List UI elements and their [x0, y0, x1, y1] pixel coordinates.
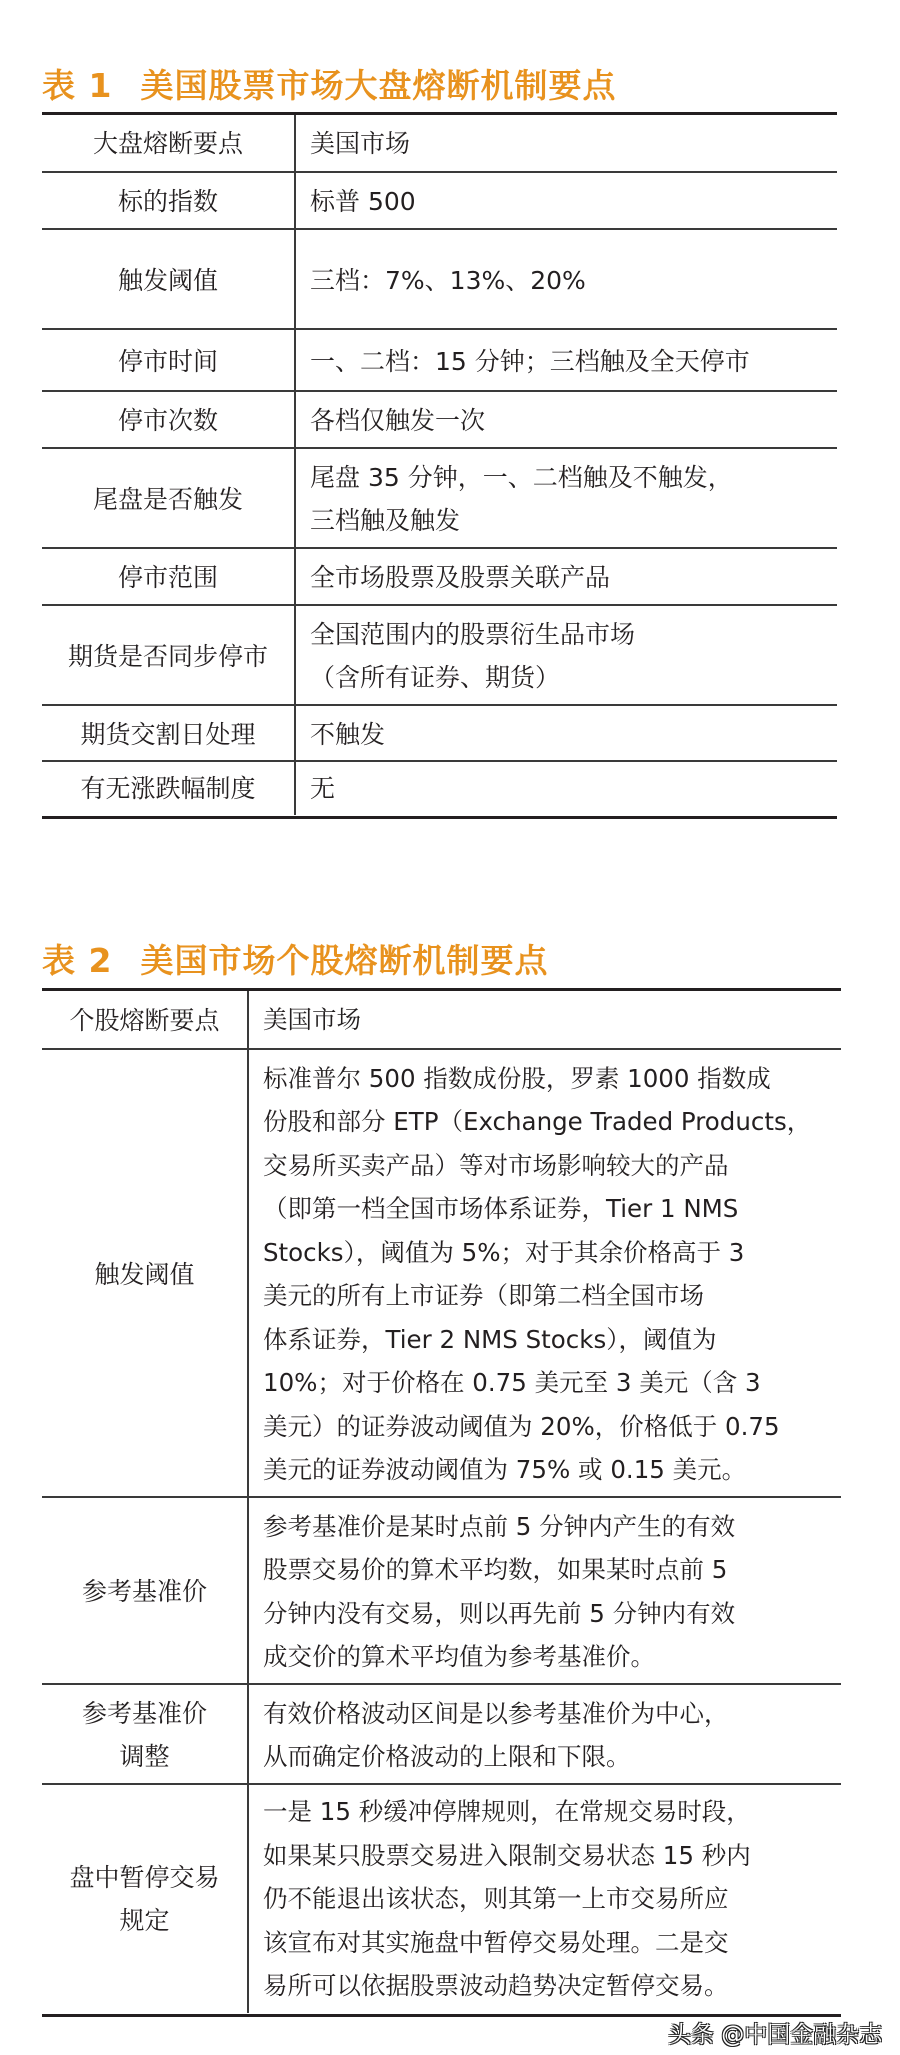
- value-line: 10%；对于价格在 0.75 美元至 3 美元（含 3: [263, 1368, 761, 1397]
- value-line: 不触发: [310, 719, 386, 749]
- row-value: [249, 1498, 841, 1685]
- row-label: [42, 230, 296, 330]
- value-line: 如果某只股票交易进入限制交易状态 15 秒内: [263, 1840, 751, 1870]
- value-line: 标准普尔 500 指数成份股，罗素 1000 指数成: [263, 1063, 771, 1093]
- table-row: [42, 704, 837, 762]
- table-row: [42, 760, 837, 815]
- value-line: 无: [310, 774, 336, 803]
- table-row: [42, 447, 837, 549]
- table1-title-number: 表 1: [42, 66, 113, 105]
- watermark: 头条 @中国金融杂志: [668, 2022, 883, 2048]
- row-value: [296, 392, 837, 449]
- label-line: 期货交割日处理: [80, 719, 256, 749]
- row-value: [249, 991, 841, 1049]
- row-label: [42, 1685, 249, 1785]
- table-row: [42, 390, 837, 449]
- label-line: 调整: [119, 1742, 170, 1771]
- value-line: 体系证券，Tier 2 NMS Stocks），阈值为: [263, 1324, 717, 1354]
- row-value: [249, 1050, 841, 1498]
- table-row: [42, 1496, 841, 1685]
- value-line: （含所有证券、期货）: [310, 663, 561, 692]
- value-line: 全市场股票及股票关联产品: [310, 563, 611, 592]
- row-label: [42, 762, 296, 815]
- value-line: 一是 15 秒缓冲停牌规则，在常规交易时段，: [263, 1797, 751, 1827]
- label-line: 触发阈值: [117, 265, 218, 295]
- row-label: [42, 449, 296, 549]
- label-line: 参考基准价: [81, 1699, 207, 1728]
- table1-title: [42, 60, 616, 107]
- label-line: 个股熔断要点: [69, 1005, 220, 1035]
- label-line: 大盘熔断要点: [92, 129, 243, 158]
- table1-title-text: 美国股票市场大盘熔断机制要点: [140, 66, 617, 105]
- table-row: [42, 547, 837, 606]
- table-row: [42, 1683, 841, 1785]
- label-line: 触发阈值: [94, 1259, 195, 1289]
- table-row: [42, 228, 837, 330]
- row-value: [296, 230, 837, 330]
- value-line: 美国市场: [263, 1005, 361, 1035]
- row-value: [296, 606, 837, 706]
- row-label: [42, 330, 296, 392]
- row-value: [296, 449, 837, 549]
- label-line: 停市时间: [117, 346, 218, 376]
- label-line: 尾盘是否触发: [92, 484, 243, 514]
- value-line: 交易所买卖产品）等对市场影响较大的产品: [263, 1150, 729, 1180]
- table-row: [42, 171, 837, 230]
- value-line: （即第一档全国市场体系证券，Tier 1 NMS: [263, 1194, 739, 1223]
- table1: [42, 112, 837, 819]
- value-line: 各档仅触发一次: [310, 406, 486, 435]
- row-label: [42, 115, 296, 172]
- value-line: 尾盘 35 分钟，一、二档触及不触发，: [310, 463, 733, 492]
- label-line: 有无涨跌幅制度: [80, 774, 256, 803]
- row-label: [42, 392, 296, 449]
- row-label: [42, 606, 296, 706]
- label-line: 标的指数: [117, 187, 218, 216]
- row-value: [249, 1685, 841, 1785]
- table2-title: [42, 935, 548, 982]
- row-value: [296, 330, 837, 392]
- row-value: [296, 706, 837, 762]
- table-row: [42, 328, 837, 392]
- value-line: 从而确定价格波动的上限和下限。: [263, 1742, 631, 1771]
- row-value: [296, 115, 837, 172]
- row-label: [42, 1498, 249, 1685]
- label-line: 停市范围: [117, 563, 218, 592]
- value-line: 美元的证券波动阈值为 75% 或 0.15 美元。: [263, 1455, 747, 1484]
- row-value: [249, 1785, 841, 2013]
- value-line: Stocks），阈值为 5%；对于其余价格高于 3: [263, 1237, 745, 1267]
- value-line: 有效价格波动区间是以参考基准价为中心，: [263, 1698, 729, 1728]
- row-value: [296, 549, 837, 606]
- table-row: [42, 1048, 841, 1498]
- value-line: 全国范围内的股票衍生品市场: [310, 620, 636, 649]
- row-label: [42, 706, 296, 762]
- value-line: 三档触及触发: [310, 506, 461, 535]
- row-label: [42, 549, 296, 606]
- table-row: [42, 1783, 841, 2013]
- value-line: 仍不能退出该状态，则其第一上市交易所应: [263, 1884, 729, 1914]
- table2: [42, 988, 841, 2017]
- value-line: 成交价的算术平均值为参考基准价。: [263, 1642, 655, 1671]
- value-line: 参考基准价是某时点前 5 分钟内产生的有效: [263, 1511, 736, 1541]
- value-line: 美元的所有上市证券（即第二档全国市场: [263, 1281, 704, 1310]
- value-line: 标普 500: [310, 187, 416, 216]
- value-line: 美元）的证券波动阈值为 20%，价格低于 0.75: [263, 1411, 780, 1441]
- label-line: 规定: [119, 1906, 170, 1935]
- row-label: [42, 1785, 249, 2013]
- value-line: 分钟内没有交易，则以再先前 5 分钟内有效: [263, 1598, 736, 1628]
- table-row: [42, 991, 841, 1049]
- table2-title-number: 表 2: [42, 941, 113, 980]
- table2-title-text: 美国市场个股熔断机制要点: [140, 941, 549, 980]
- row-label: [42, 991, 249, 1049]
- value-line: 一、二档：15 分钟；三档触及全天停市: [310, 346, 750, 376]
- label-line: 参考基准价: [81, 1577, 207, 1606]
- row-value: [296, 173, 837, 230]
- value-line: 份股和部分 ETP（Exchange Traded Products，: [263, 1107, 812, 1136]
- row-label: [42, 1050, 249, 1498]
- value-line: 易所可以依据股票波动趋势决定暂停交易。: [263, 1971, 729, 2001]
- value-line: 三档：7%、13%、20%: [310, 265, 586, 295]
- label-line: 期货是否同步停市: [67, 641, 268, 671]
- label-line: 停市次数: [117, 406, 218, 435]
- table-row: [42, 604, 837, 706]
- value-line: 股票交易价的算术平均数，如果某时点前 5: [263, 1555, 728, 1584]
- value-line: 该宣布对其实施盘中暂停交易处理。二是交: [263, 1927, 729, 1957]
- value-line: 美国市场: [310, 129, 411, 158]
- row-value: [296, 762, 837, 815]
- row-label: [42, 173, 296, 230]
- label-line: 盘中暂停交易: [69, 1863, 220, 1892]
- table-row: [42, 115, 837, 172]
